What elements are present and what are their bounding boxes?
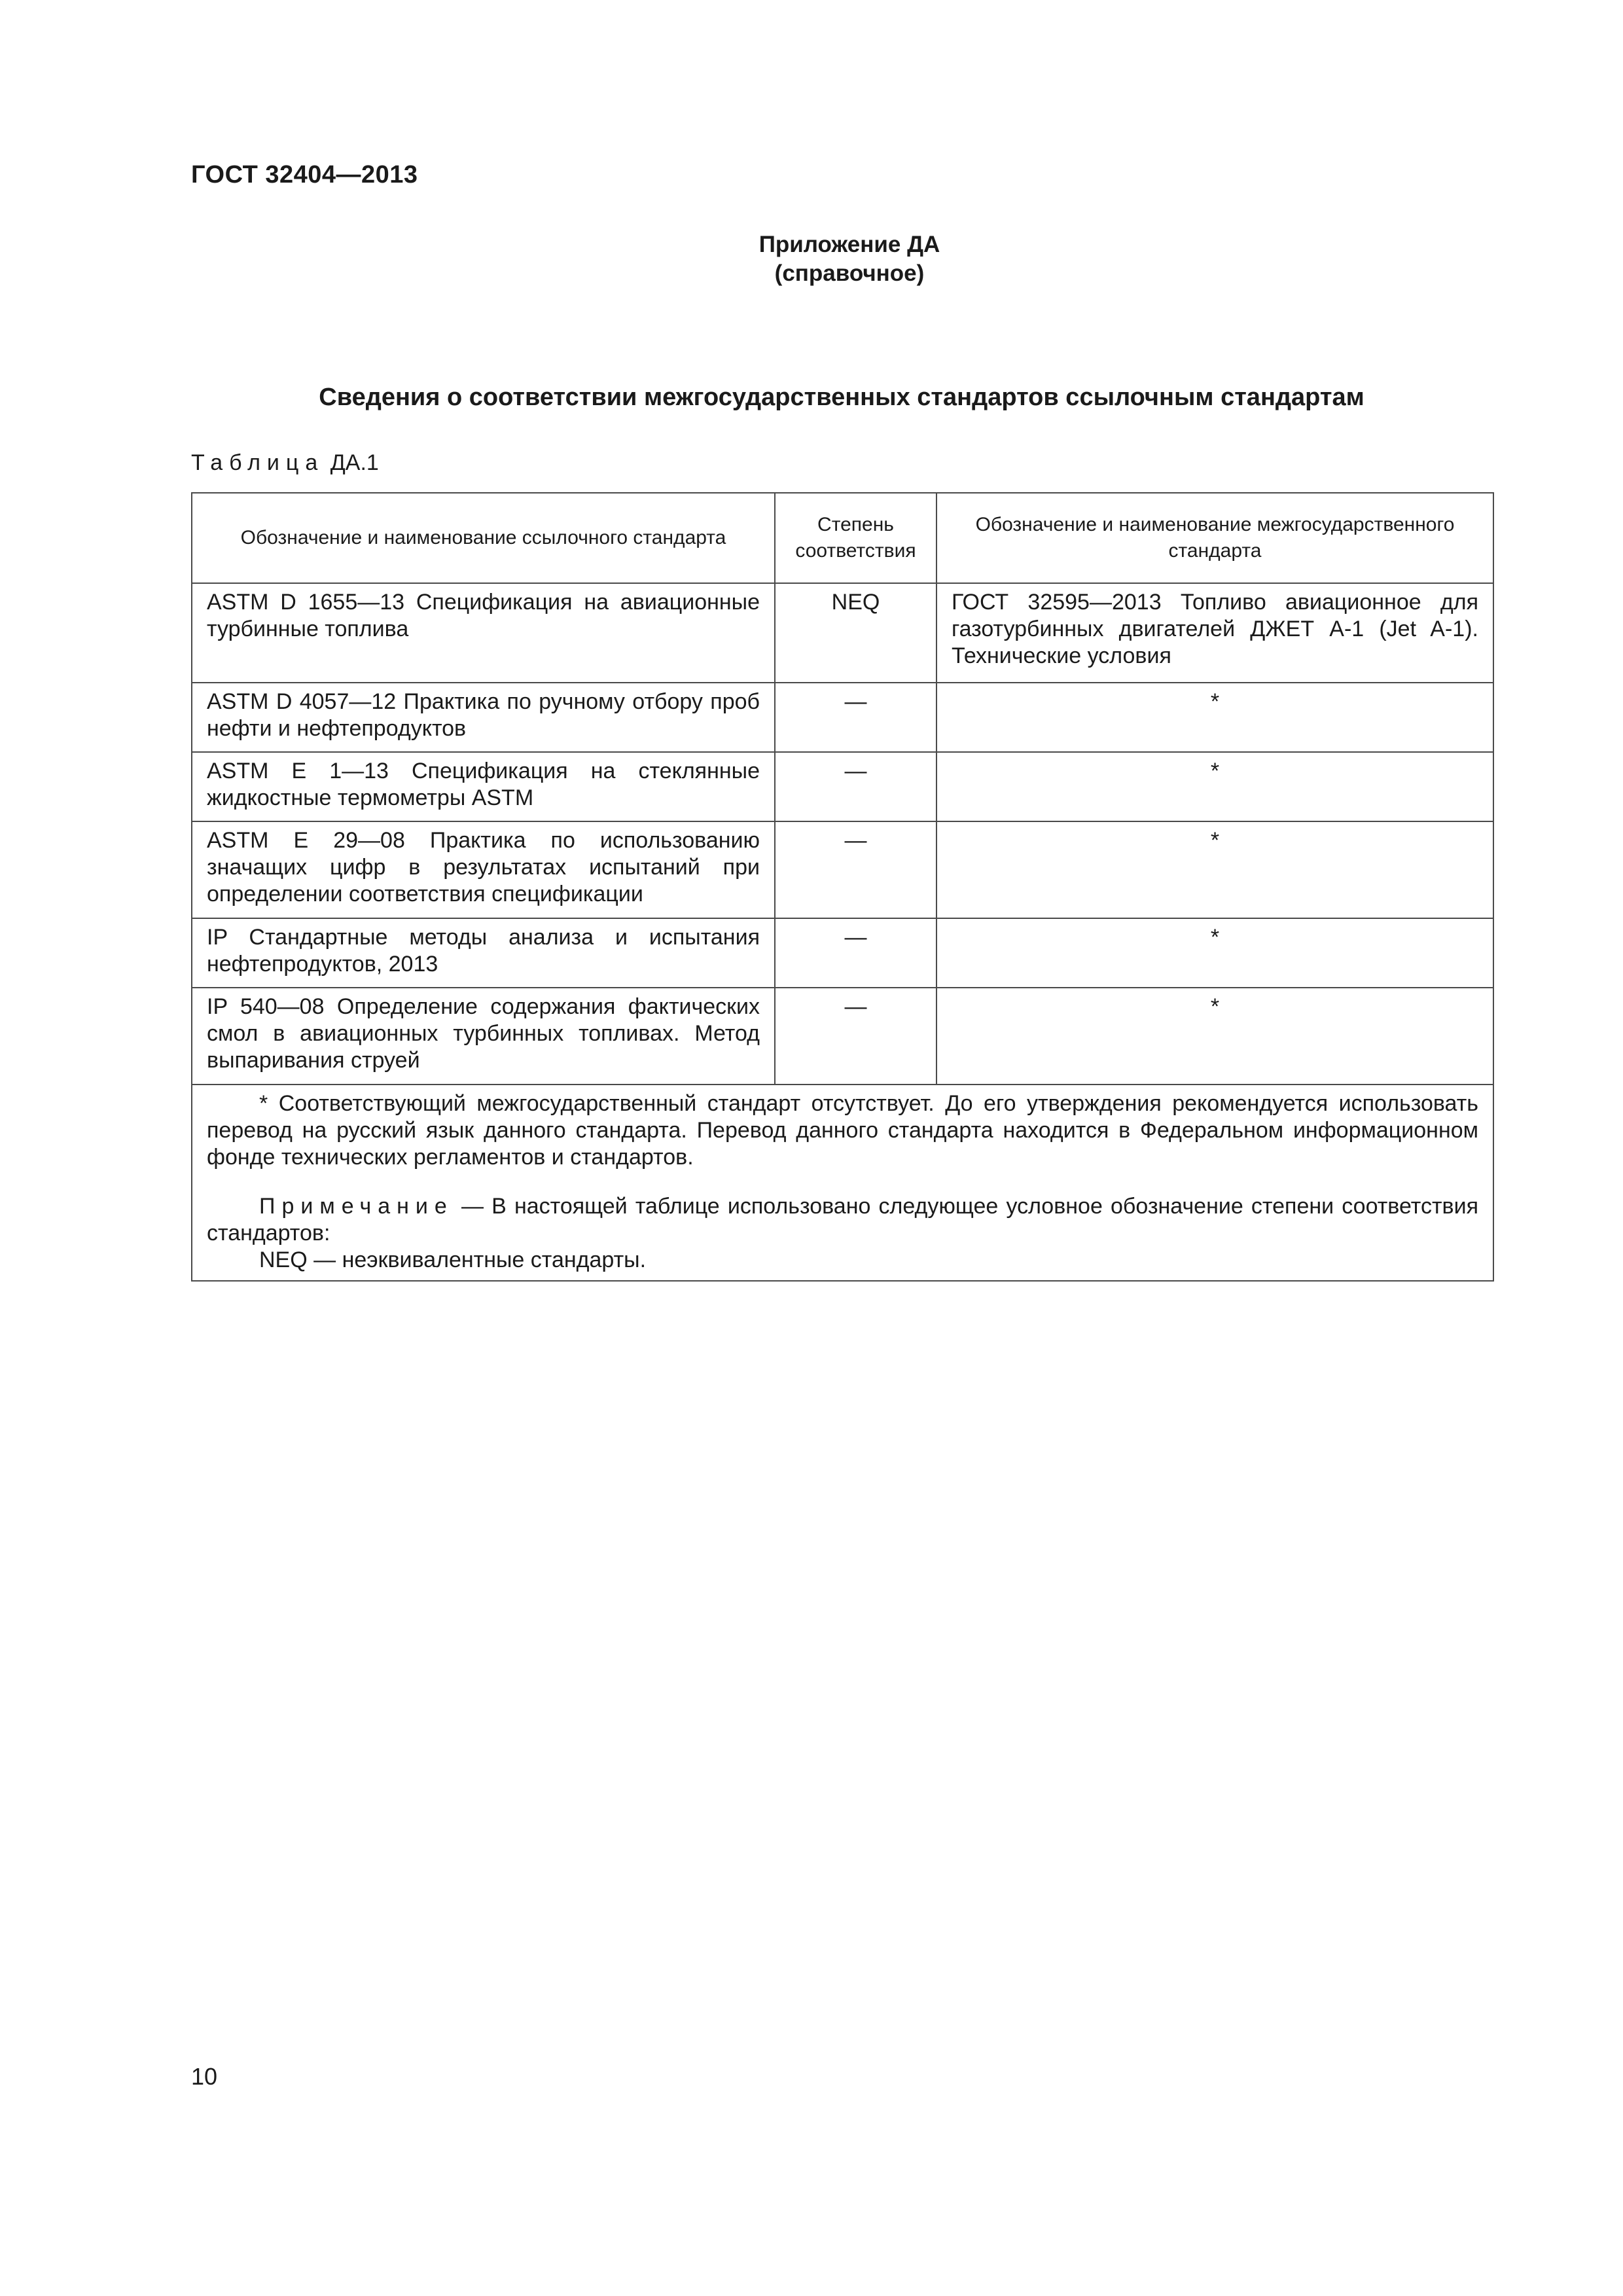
note-neq-definition: NEQ — неэквивалентные стандарты. xyxy=(259,1247,647,1272)
interstate-standard-cell: * xyxy=(936,988,1493,1085)
note-label: Примечание xyxy=(259,1194,454,1219)
degree-cell: — xyxy=(775,683,936,752)
interstate-standard-cell: * xyxy=(936,821,1493,918)
footnote-text: * Соответствующий межгосударственный стандарт отсутствует. До его утверждения рекомендуется использовать перевод на русский язык данного стандарта. Перевод данного стандарта находится в Федеральном информационном фонде технических регламентов и стандартов. xyxy=(207,1091,1478,1170)
document-code: ГОСТ 32404—2013 xyxy=(191,161,418,188)
degree-cell: — xyxy=(775,752,936,821)
note-text: — В настоящей таблице использовано следующее условное обозначение степени соответствия стандартов: xyxy=(207,1194,1478,1246)
reference-standard-cell: ASTM E 1—13 Спецификация на стеклянные жидкостные термометры ASTM xyxy=(192,752,775,821)
table-row xyxy=(192,683,1493,752)
reference-standard-cell: IP 540—08 Определение содержания фактических смол в авиационных турбинных топливах. Метод выпаривания струей xyxy=(192,988,775,1085)
degree-cell: — xyxy=(775,988,936,1085)
table-caption-prefix: Таблица xyxy=(191,450,325,475)
table-note xyxy=(207,1193,1478,1247)
column-header-degree: Степень соответствия xyxy=(775,493,936,583)
table-caption xyxy=(191,450,379,476)
degree-cell: NEQ xyxy=(775,583,936,683)
standards-table xyxy=(191,492,1494,1282)
table-footnote-cell xyxy=(192,1085,1493,1281)
table-row xyxy=(192,752,1493,821)
table-caption-number: ДА.1 xyxy=(330,450,379,475)
interstate-standard-cell: * xyxy=(936,752,1493,821)
interstate-standard-cell: * xyxy=(936,918,1493,988)
table-footer-row xyxy=(192,1085,1493,1281)
table-header-row xyxy=(192,493,1493,583)
degree-cell: — xyxy=(775,821,936,918)
column-header-reference: Обозначение и наименование ссылочного стандарта xyxy=(192,493,775,583)
table-row xyxy=(192,988,1493,1085)
reference-standard-cell: IP Стандартные методы анализа и испытания нефтепродуктов, 2013 xyxy=(192,918,775,988)
appendix-title: Приложение ДА xyxy=(758,232,940,257)
reference-standard-cell: ASTM D 1655—13 Спецификация на авиационные турбинные топлива xyxy=(192,583,775,683)
reference-standard-cell: ASTM D 4057—12 Практика по ручному отбору проб нефти и нефтепродуктов xyxy=(192,683,775,752)
interstate-standard-cell: ГОСТ 32595—2013 Топливо авиационное для газотурбинных двигателей ДЖЕТ А-1 (Jet A-1). Технические условия xyxy=(936,583,1493,683)
table-row xyxy=(192,918,1493,988)
page-title: Сведения о соответствии межгосударственных стандартов ссылочным стандартам xyxy=(319,384,1364,411)
table-row xyxy=(192,821,1493,918)
reference-standard-cell: ASTM E 29—08 Практика по использованию значащих цифр в результатах испытаний при определении соответствия спецификации xyxy=(192,821,775,918)
appendix-subtitle: (справочное) xyxy=(774,260,925,286)
degree-cell: — xyxy=(775,918,936,988)
interstate-standard-cell: * xyxy=(936,683,1493,752)
column-header-interstate: Обозначение и наименование межгосударственного стандарта xyxy=(936,493,1493,583)
page-number: 10 xyxy=(191,2063,218,2090)
table-row xyxy=(192,583,1493,683)
